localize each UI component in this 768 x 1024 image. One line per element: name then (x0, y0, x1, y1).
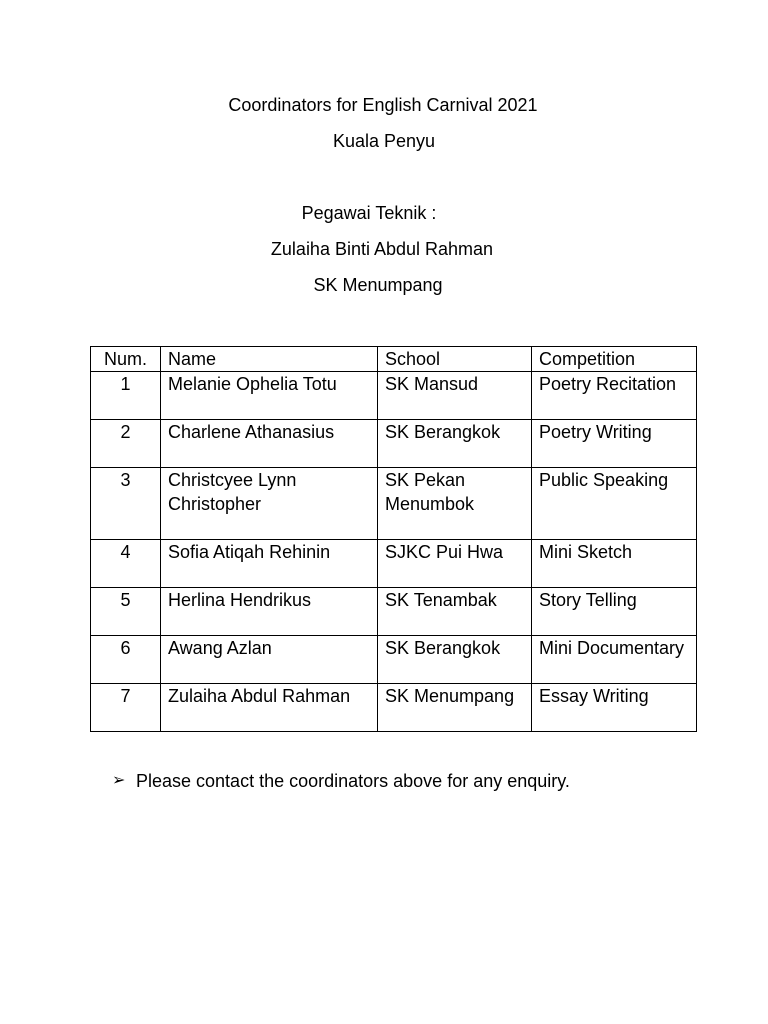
row-num: 4 (91, 540, 161, 588)
row-competition: Essay Writing (532, 684, 697, 732)
header-school: School (378, 347, 532, 372)
table-row (91, 636, 697, 684)
row-school: SK Mansud (378, 372, 532, 420)
row-school: SK Berangkok (378, 420, 532, 468)
row-competition: Poetry Recitation (532, 372, 697, 420)
row-competition: Mini Documentary (532, 636, 697, 684)
row-competition: Story Telling (532, 588, 697, 636)
row-name: Awang Azlan (161, 636, 378, 684)
document-title: Coordinators for English Carnival 2021 (228, 95, 538, 115)
row-school: SK Berangkok (378, 636, 532, 684)
officer-name: Zulaiha Binti Abdul Rahman (270, 239, 494, 259)
officer-label: Pegawai Teknik : (301, 203, 437, 223)
table-row (91, 468, 697, 540)
table-header-row (91, 347, 697, 372)
row-name: Melanie Ophelia Totu (161, 372, 378, 420)
coordinators-table (90, 346, 697, 732)
row-competition: Poetry Writing (532, 420, 697, 468)
row-school: SK Pekan Menumbok (378, 468, 532, 540)
contact-note (112, 769, 570, 793)
row-num: 1 (91, 372, 161, 420)
table-row (91, 588, 697, 636)
header-name: Name (161, 347, 378, 372)
document-subtitle: Kuala Penyu (332, 131, 436, 151)
row-name: Sofia Atiqah Rehinin (161, 540, 378, 588)
officer-school: SK Menumpang (313, 275, 443, 295)
table-row (91, 372, 697, 420)
row-name: Zulaiha Abdul Rahman (161, 684, 378, 732)
row-name: Herlina Hendrikus (161, 588, 378, 636)
table-row (91, 540, 697, 588)
table-row (91, 420, 697, 468)
row-num: 3 (91, 468, 161, 540)
table-row (91, 684, 697, 732)
row-name: Charlene Athanasius (161, 420, 378, 468)
row-num: 2 (91, 420, 161, 468)
header-competition: Competition (532, 347, 697, 372)
row-school: SK Menumpang (378, 684, 532, 732)
row-competition: Mini Sketch (532, 540, 697, 588)
contact-note-text: Please contact the coordinators above for any enquiry. (136, 771, 570, 791)
row-school: SK Tenambak (378, 588, 532, 636)
arrow-right-icon: ➢ (112, 772, 126, 789)
header-num: Num. (91, 347, 161, 372)
row-school: SJKC Pui Hwa (378, 540, 532, 588)
row-num: 6 (91, 636, 161, 684)
row-name: Christcyee Lynn Christopher (161, 468, 378, 540)
row-num: 5 (91, 588, 161, 636)
row-num: 7 (91, 684, 161, 732)
row-competition: Public Speaking (532, 468, 697, 540)
